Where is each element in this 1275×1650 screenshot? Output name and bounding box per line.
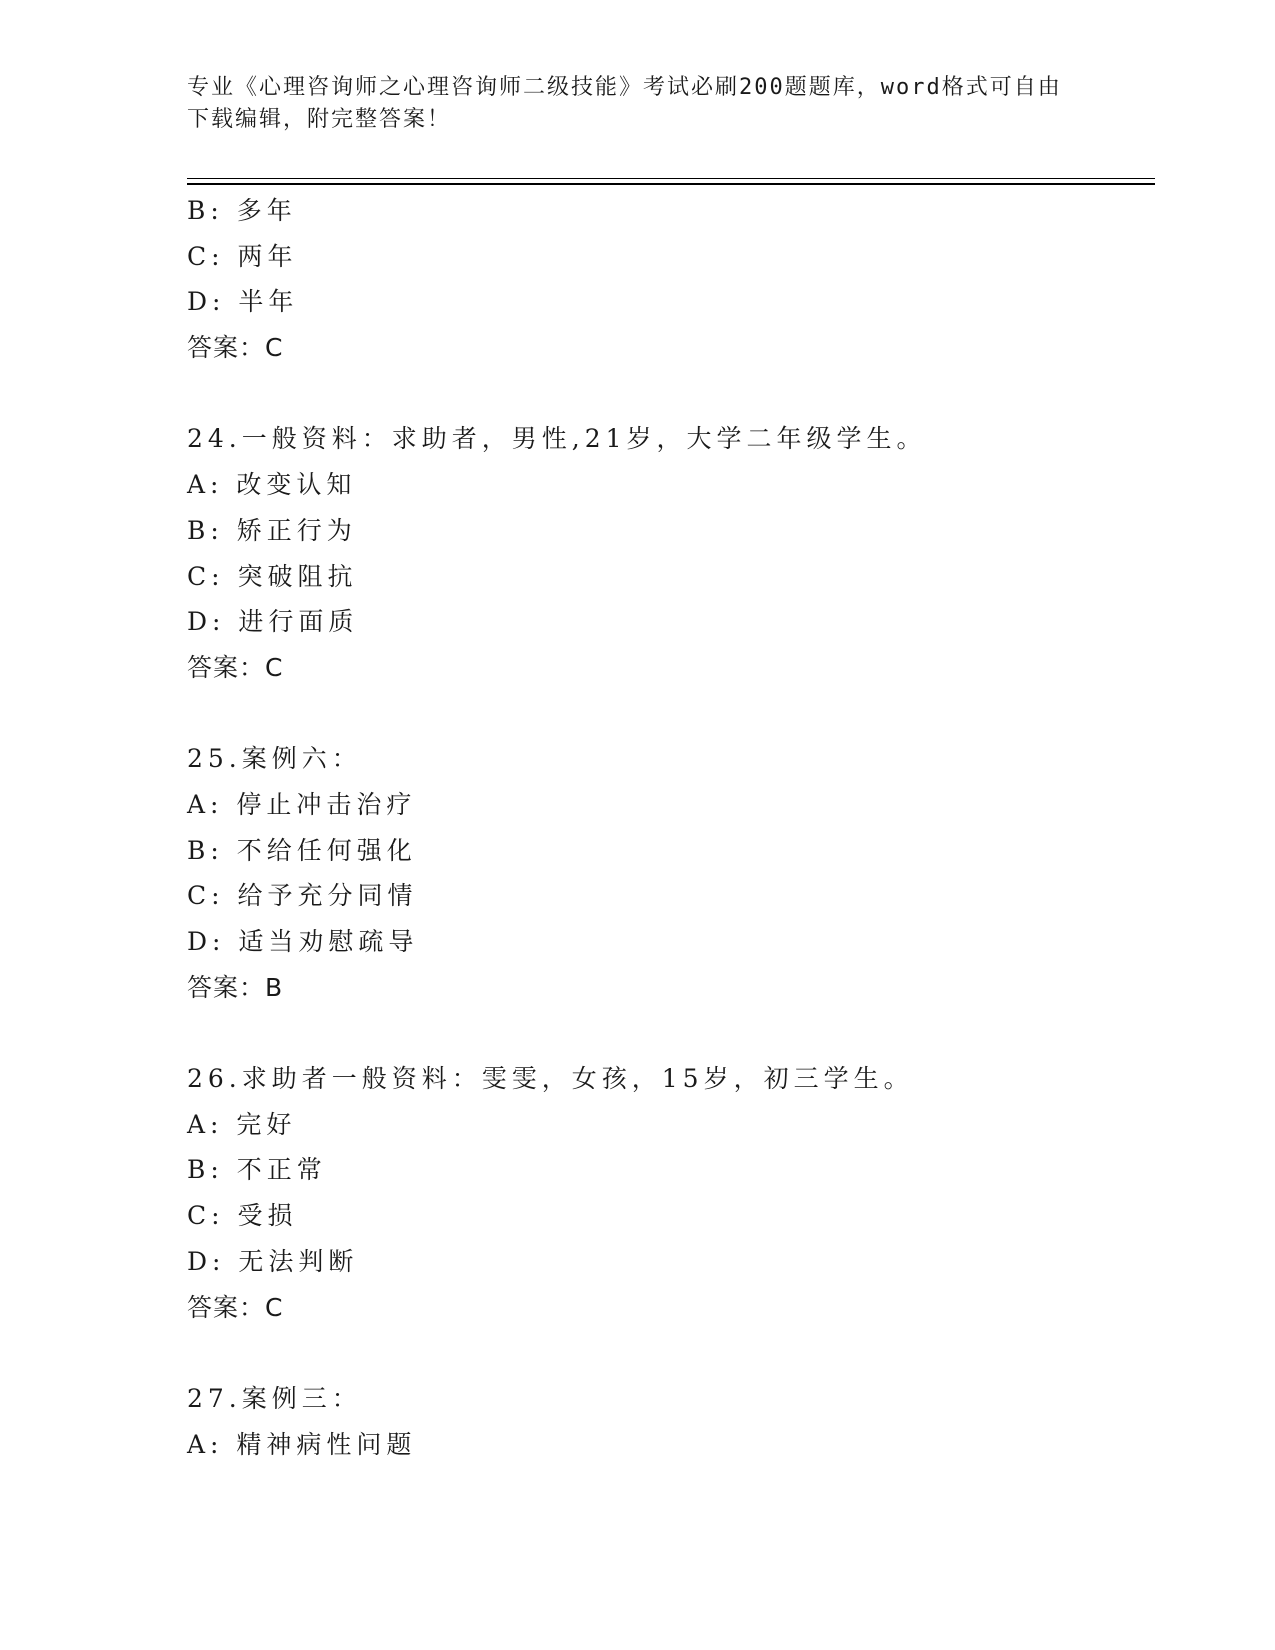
- document-header: 专业《心理咨询师之心理咨询师二级技能》考试必刷200题题库，word格式可自由下载编辑，附完整答案！: [187, 75, 1062, 132]
- answer-line: 答案：C: [187, 652, 284, 682]
- option-b: B: 多年: [187, 196, 297, 225]
- option-d: D: 无法判断: [187, 1246, 359, 1276]
- question-27: [187, 1376, 1155, 1467]
- answer-line: 答案：B: [187, 972, 284, 1002]
- question-gap: [187, 371, 1155, 417]
- option-a: A: 改变认知: [187, 470, 357, 500]
- question-stem: 26.求助者一般资料：雯雯，女孩，15岁，初三学生。: [187, 1064, 914, 1094]
- option-a: A: 停止冲击治疗: [187, 789, 417, 819]
- question-gap: [187, 1010, 1155, 1056]
- answer-line: 答案：C: [187, 333, 284, 363]
- option-c: C: 受损: [187, 1201, 298, 1231]
- option-c: C: 突破阻抗: [187, 561, 358, 591]
- question-stem: 27.案例三：: [187, 1383, 362, 1413]
- header-divider-thin: [187, 178, 1155, 179]
- question-gap: [187, 691, 1155, 737]
- option-d: D: 半年: [187, 287, 299, 317]
- question-list: [187, 188, 1155, 1467]
- question-gap: [187, 1330, 1155, 1376]
- answer-line: 答案：C: [187, 1292, 284, 1322]
- question-24: [187, 416, 1155, 690]
- question-stem: 24.一般资料：求助者，男性,21岁，大学二年级学生。: [187, 424, 927, 454]
- option-b: B: 矫正行为: [187, 515, 357, 545]
- question-26: [187, 1056, 1155, 1330]
- option-b: B: 不正常: [187, 1155, 327, 1185]
- option-d: D: 适当劝慰疏导: [187, 927, 419, 956]
- header-divider-thick: [187, 183, 1155, 185]
- option-c: C: 两年: [187, 241, 298, 271]
- option-c: C: 给予充分同情: [187, 881, 418, 911]
- question-stem: 25.案例六：: [187, 744, 362, 774]
- option-b: B: 不给任何强化: [187, 835, 417, 865]
- option-a: A: 精神病性问题: [187, 1429, 417, 1459]
- question-23-tail: [187, 188, 1155, 371]
- option-d: D: 进行面质: [187, 607, 359, 637]
- question-25: [187, 736, 1155, 1010]
- option-a: A: 完好: [187, 1109, 297, 1139]
